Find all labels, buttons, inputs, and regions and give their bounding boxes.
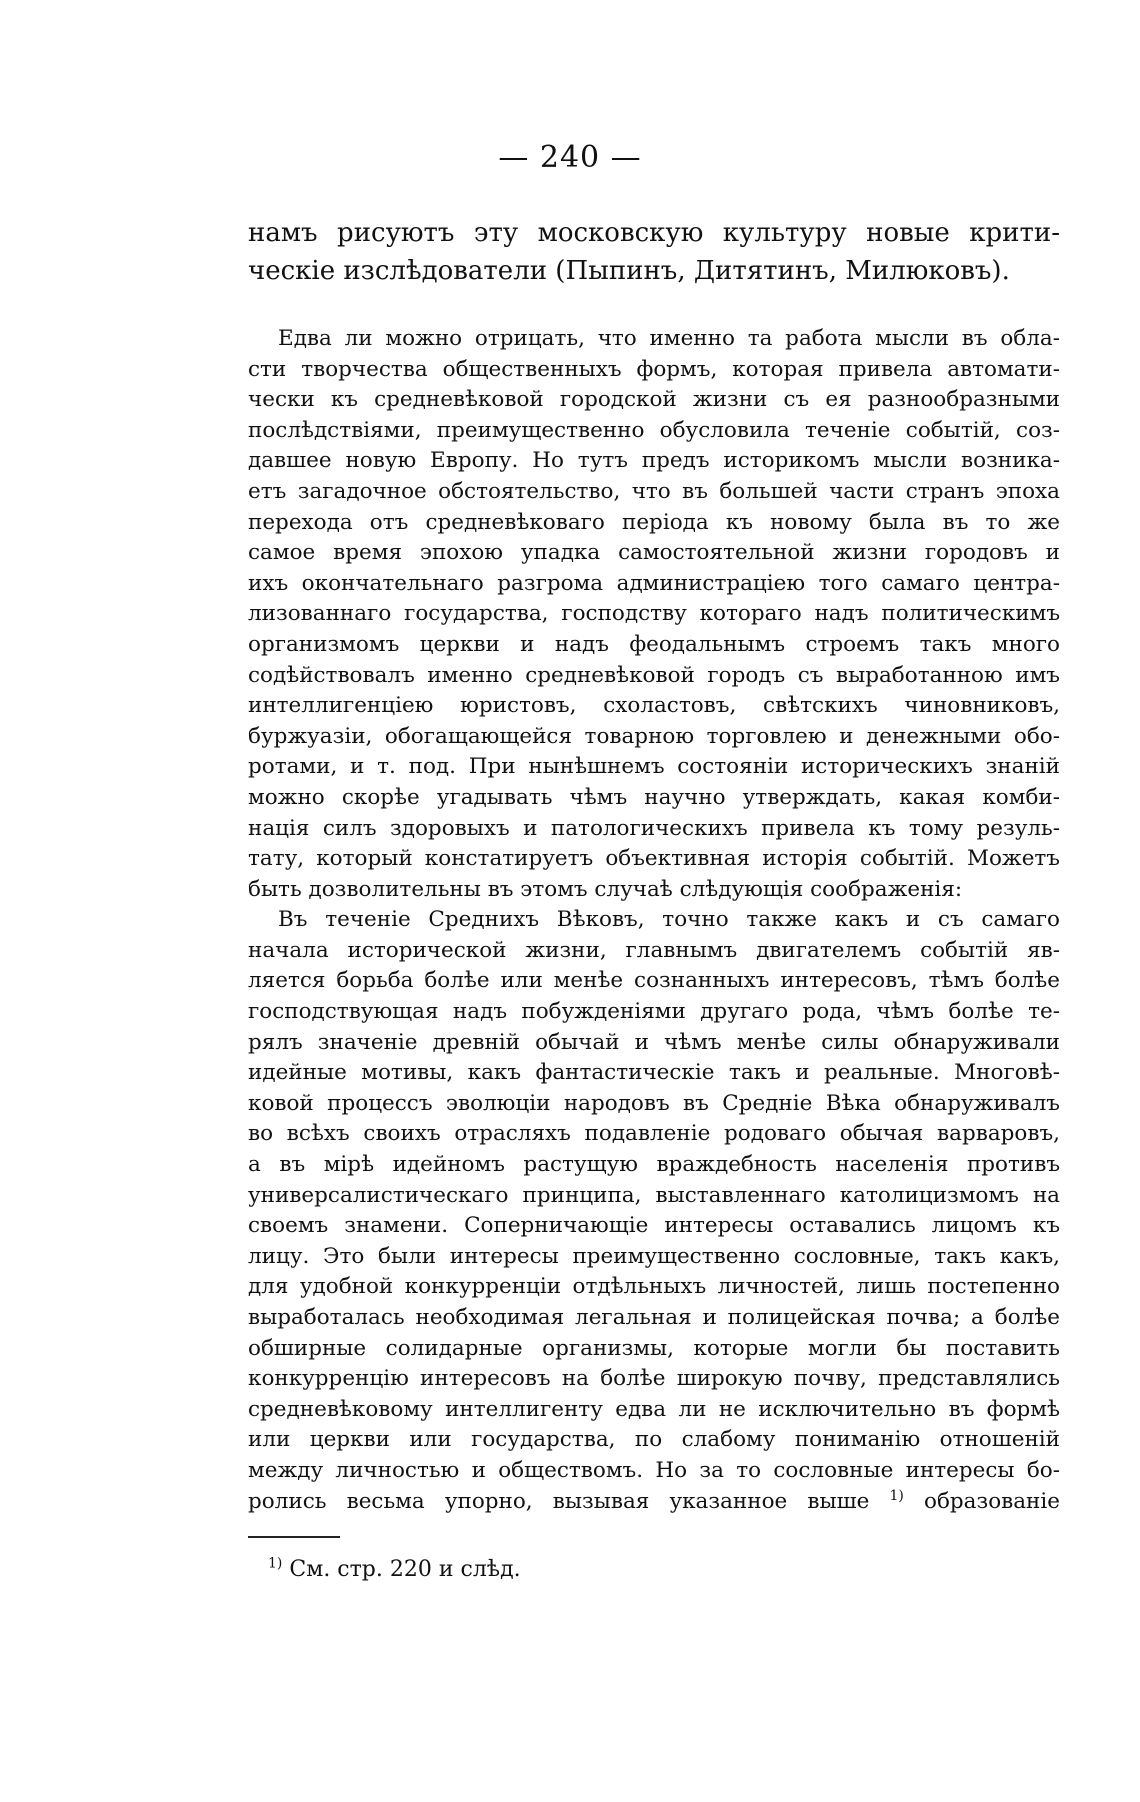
body-line: послѣдствіями, преимущественно обусловила теченіе событій, соз- — [248, 417, 1060, 443]
body-line: идейные мотивы, какъ фантастическіе такъ и реальные. Многовѣ- — [248, 1060, 1060, 1086]
body-line: тату, который констатируетъ объективная исторія событій. Можетъ — [248, 846, 1060, 872]
body-line: для удобной конкурренціи отдѣльныхъ личностей, лишь постепенно — [248, 1274, 1060, 1300]
body-line: буржуазіи, обогащающейся товарною торговлею и денежными обо- — [248, 723, 1060, 749]
body-line: интеллигенціею юристовъ, схоластовъ, свѣтскихъ чиновниковъ, — [248, 693, 1060, 719]
page-number: — 240 — — [498, 140, 642, 175]
body-line: ляется борьба болѣе или менѣе сознанныхъ интересовъ, тѣмъ болѣе — [248, 968, 1060, 994]
body-line: начала исторической жизни, главнымъ двигателемъ событій яв- — [248, 937, 1060, 963]
body-line: быть дозволительны въ этомъ случаѣ слѣдующія соображенія: — [248, 876, 963, 902]
body-line: нація силъ здоровыхъ и патологическихъ привела къ тому резуль- — [248, 815, 1060, 841]
footnote — [268, 1556, 521, 1584]
body-line: ротами, и т. под. При нынѣшнемъ состояніи историческихъ знаній — [248, 754, 1060, 780]
intro-line: ческіе изслѣдователи (Пыпинъ, Дитятинъ, Милюковъ). — [248, 256, 1010, 286]
body-line: Въ теченіе Среднихъ Вѣковъ, точно также какъ и съ самаго — [278, 907, 1060, 933]
body-line: универсалистическаго принципа, выставленнаго католицизмомъ на — [248, 1182, 1060, 1208]
footnote-marker: 1) — [268, 1555, 283, 1572]
body-line: давшее новую Европу. Но тутъ предъ историкомъ мысли возника- — [248, 448, 1060, 474]
body-line: обширные солидарные организмы, которые могли бы поставить — [248, 1335, 1060, 1361]
body-line: сти творчества общественныхъ формъ, которая привела автомати- — [248, 356, 1060, 382]
body-line: етъ загадочное обстоятельство, что въ большей части странъ эпоха — [248, 478, 1060, 504]
body-line: самое время эпохою упадка самостоятельной жизни городовъ и — [248, 540, 1060, 566]
body-line: между личностью и обществомъ. Но за то сословные интересы бо- — [248, 1457, 1060, 1483]
body-line: лизованнаго государства, господству котораго надъ политическимъ — [248, 601, 1060, 627]
body-line: ихъ окончательнаго разгрома администраціею того самаго центра- — [248, 570, 1060, 596]
body-line: средневѣковому интеллигенту едва ли не исключительно въ формѣ — [248, 1396, 1060, 1422]
body-line: конкурренцію интересовъ на болѣе широкую почву, представлялись — [248, 1366, 1060, 1392]
body-text — [248, 324, 1060, 1517]
body-line: выработалась необходимая легальная и полицейская почва; а болѣе — [248, 1305, 1060, 1330]
body-line-text: ролись весьма упорно, вызывая указанное выше — [248, 1488, 870, 1514]
intro-paragraph — [248, 214, 1060, 290]
body-line-tail: образованіе — [924, 1488, 1060, 1514]
body-line: перехода отъ средневѣковаго періода къ новому была въ то же — [248, 509, 1060, 535]
body-line: лицу. Это были интересы преимущественно сословные, такъ какъ, — [248, 1243, 1060, 1269]
body-line: во всѣхъ своихъ отрасляхъ подавленіе родоваго обычая варваровъ, — [248, 1121, 1060, 1147]
body-line: чески къ средневѣковой городской жизни съ ея разнообразными — [248, 387, 1060, 413]
body-line: господствующая надъ побужденіями другаго рода, чѣмъ болѣе те- — [248, 999, 1060, 1025]
body-line: Едва ли можно отрицать, что именно та работа мысли въ обла- — [278, 326, 1060, 351]
body-line: а въ мірѣ идейномъ растущую враждебность населенія противъ — [248, 1152, 1060, 1178]
footnote-reference[interactable]: 1) — [889, 1487, 904, 1504]
body-line: ковой процессъ эволюціи народовъ въ Средніе Вѣка обнаруживалъ — [248, 1090, 1060, 1116]
body-line: своемъ знамени. Соперничающіе интересы оставались лицомъ къ — [248, 1213, 1060, 1239]
body-line: или церкви или государства, по слабому пониманію отношеній — [248, 1427, 1060, 1453]
intro-line: намъ рисуютъ эту московскую культуру новые крити- — [248, 218, 1060, 248]
body-line: рялъ значеніе древній обычай и чѣмъ менѣе силы обнаруживали — [248, 1029, 1060, 1055]
footnote-divider — [248, 1536, 340, 1538]
footnote-text: См. стр. 220 и слѣд. — [289, 1557, 521, 1582]
body-line-with-footnote-ref — [248, 1487, 1060, 1518]
body-line: содѣйствовалъ именно средневѣковой городъ съ выработанною имъ — [248, 662, 1060, 688]
body-line: организмомъ церкви и надъ феодальнымъ строемъ такъ много — [248, 631, 1060, 657]
body-line: можно скорѣе угадывать чѣмъ научно утверждать, какая комби- — [248, 784, 1060, 810]
